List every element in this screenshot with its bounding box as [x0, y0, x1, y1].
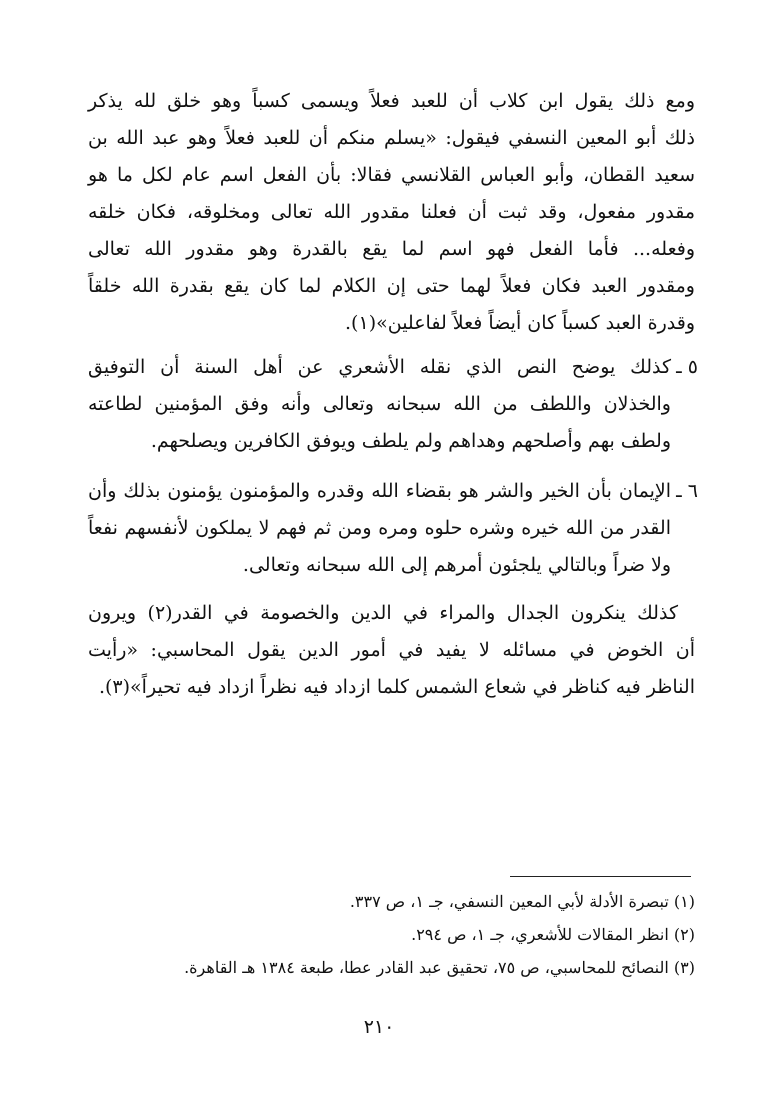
- intro-line-4: مقدور مفعول، وقد ثبت أن فعلنا مقدور الله تعالى ومخلوقه، فكان خلقه: [88, 201, 695, 223]
- footnote-1: (١) تبصرة الأدلة لأبي المعين النسفي، جـ ١، ص ٣٣٧.: [349, 892, 695, 911]
- item-5-number: ٥ ـ: [676, 356, 698, 378]
- item-5-line-3: ولطف بهم وأصلحهم وهداهم ولم يلطف ويوفق الكافرين ويصلحهم.: [150, 430, 671, 452]
- footnote-3: (٣) النصائح للمحاسبي، ص ٧٥، تحقيق عبد القادر عطا، طبعة ١٣٨٤ هـ القاهرة.: [184, 958, 695, 977]
- item-6-line-2: القدر من الله خيره وشره حلوه ومره ومن ثم فهم لا يملكون لأنفسهم نفعاً: [88, 517, 671, 539]
- page-number: ٢١٠: [363, 1016, 395, 1038]
- footnote-2: (٢) انظر المقالات للأشعري، جـ ١، ص ٢٩٤.: [411, 925, 695, 944]
- closing-line-2: أن الخوض في مسائله لا يفيد في أمور الدين يقول المحاسبي: «رأيت: [88, 639, 695, 661]
- item-6-line-1: الإيمان بأن الخير والشر هو بقضاء الله وقدره والمؤمنون يؤمنون بذلك وأن: [88, 480, 671, 502]
- intro-line-1: ومع ذلك يقول ابن كلاب أن للعبد فعلاً ويسمى كسباً وهو خلق لله يذكر: [88, 90, 695, 112]
- item-5-line-2: والخذلان واللطف من الله سبحانه وتعالى وأنه وفق المؤمنين لطاعته: [88, 393, 671, 415]
- intro-line-7: وقدرة العبد كسباً كان أيضاً فعلاً لفاعلين»(١).: [345, 312, 695, 334]
- intro-line-5: وفعله... فأما الفعل فهو اسم لما يقع بالقدرة وهو مقدور الله تعالى: [88, 238, 695, 260]
- item-5-line-1: كذلك يوضح النص الذي نقله الأشعري عن أهل السنة أن التوفيق: [88, 356, 671, 378]
- intro-line-3: سعيد القطان، وأبو العباس القلانسي فقالا: بأن الفعل اسم عام لكل ما هو: [88, 164, 695, 186]
- closing-line-1: كذلك ينكرون الجدال والمراء في الدين والخصومة في القدر(٢) ويرون: [88, 602, 678, 624]
- item-6-number: ٦ ـ: [676, 480, 698, 502]
- closing-line-3: الناظر فيه كناظر في شعاع الشمس كلما ازداد فيه نظراً ازداد فيه تحيراً»(٣).: [98, 676, 695, 698]
- footnote-separator: [510, 876, 691, 877]
- item-6-line-3: ولا ضراً وبالتالي يلجئون أمرهم إلى الله سبحانه وتعالى.: [242, 554, 671, 576]
- intro-line-6: ومقدور العبد فكان فعلاً لهما حتى إن الكلام لما كان يقع بقدرة الله خلقاً: [88, 275, 695, 297]
- intro-line-2: ذلك أبو المعين النسفي فيقول: «يسلم منكم أن للعبد فعلاً وهو عبد الله بن: [88, 127, 695, 149]
